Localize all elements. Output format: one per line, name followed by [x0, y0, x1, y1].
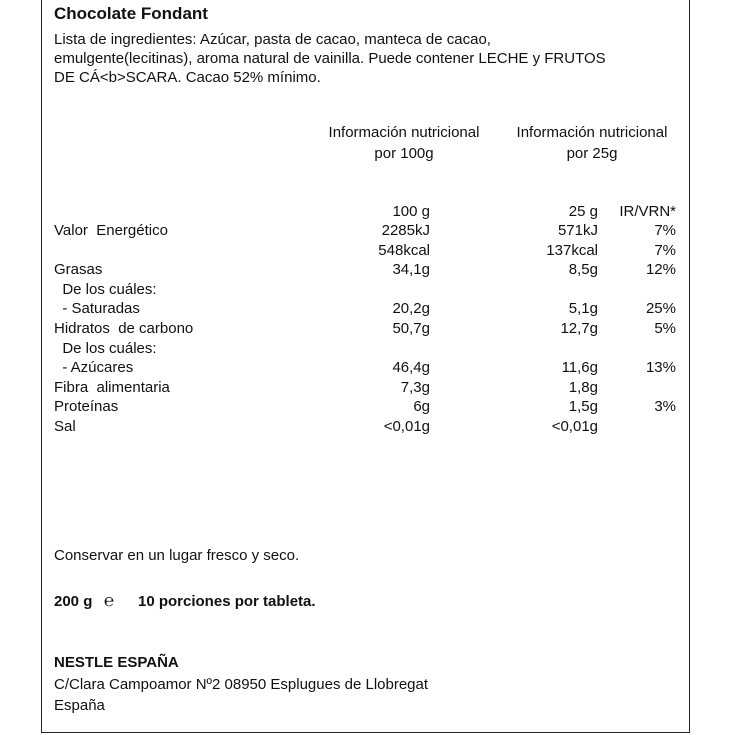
nutrient-value-100g: 6g — [413, 398, 430, 415]
col-header-100g: 100 g — [392, 203, 430, 220]
nutrient-value-25g: 8,5g — [568, 261, 598, 278]
company-name: NESTLE ESPAÑA — [54, 654, 179, 671]
nutrient-value-100g: 34,1g — [392, 261, 430, 278]
ingredients-line-3: DE CÁ<b>SCARA. Cacao 52% mínimo. — [54, 69, 321, 86]
nutrient-value-100g: 50,7g — [392, 320, 430, 337]
nutrient-value-100g: <0,01g — [383, 418, 430, 435]
nutrient-value-ir: 5% — [654, 320, 676, 337]
nutrient-value-ir: 3% — [654, 398, 676, 415]
nutrient-value-ir: 7% — [654, 242, 676, 259]
product-title: Chocolate Fondant — [54, 4, 208, 23]
nutrient-label: Grasas — [54, 261, 103, 278]
company-country: España — [54, 697, 105, 714]
nutrient-value-100g: 20,2g — [392, 300, 430, 317]
storage-instructions: Conservar en un lugar fresco y seco. — [54, 547, 300, 564]
nutrient-label: Sal — [54, 418, 76, 435]
nutrient-label: Valor Energético — [54, 222, 168, 239]
ingredients-line-1: Lista de ingredientes: Azúcar, pasta de cacao, manteca de cacao, — [54, 31, 491, 48]
nutrient-label: Fibra alimentaria — [54, 379, 170, 396]
nutrient-value-100g: 2285kJ — [381, 222, 430, 239]
nutrient-value-ir: 25% — [645, 300, 676, 317]
net-weight: 200 g — [54, 593, 93, 610]
company-address: C/Clara Campoamor Nº2 08950 Esplugues de Llobregat — [54, 676, 429, 693]
nutrient-value-ir: 13% — [645, 359, 676, 376]
nutrient-value-25g: 5,1g — [568, 300, 598, 317]
nutrient-value-ir: 12% — [645, 261, 676, 278]
estimated-sign-icon: ℮ — [104, 591, 115, 610]
nutrient-value-25g: 571kJ — [557, 222, 598, 239]
nutrition-header-100g-line1: Información nutricional — [328, 124, 480, 141]
col-header-ir: IR/VRN* — [619, 203, 676, 220]
nutrient-value-100g: 7,3g — [400, 379, 430, 396]
nutrient-label: De los cuáles: — [54, 340, 157, 357]
nutrient-value-25g: 12,7g — [560, 320, 598, 337]
col-header-25g: 25 g — [568, 203, 598, 220]
nutrition-header-100g-line2: por 100g — [374, 145, 434, 162]
nutrient-value-100g: 548kcal — [378, 242, 430, 259]
nutrient-value-25g: <0,01g — [551, 418, 598, 435]
nutrition-header-25g-line1: Información nutricional — [516, 124, 668, 141]
nutrient-value-ir: 7% — [654, 222, 676, 239]
nutrient-label: - Azúcares — [54, 359, 134, 376]
nutrient-label: Proteínas — [54, 398, 119, 415]
ingredients-line-2: emulgente(lecitinas), aroma natural de vainilla. Puede contener LECHE y FRUTOS — [54, 50, 606, 67]
portions-text: 10 porciones por tableta. — [138, 593, 316, 610]
nutrient-value-25g: 11,6g — [561, 359, 598, 376]
nutrition-header-25g-line2: por 25g — [566, 145, 618, 162]
nutrient-value-25g: 1,8g — [568, 379, 598, 396]
nutrient-label: De los cuáles: — [54, 281, 157, 298]
nutrient-value-25g: 137kcal — [546, 242, 598, 259]
nutrient-value-100g: 46,4g — [392, 359, 430, 376]
nutrient-label: Hidratos de carbono — [54, 320, 194, 337]
nutrient-label: - Saturadas — [54, 300, 140, 317]
nutrient-value-25g: 1,5g — [568, 398, 598, 415]
